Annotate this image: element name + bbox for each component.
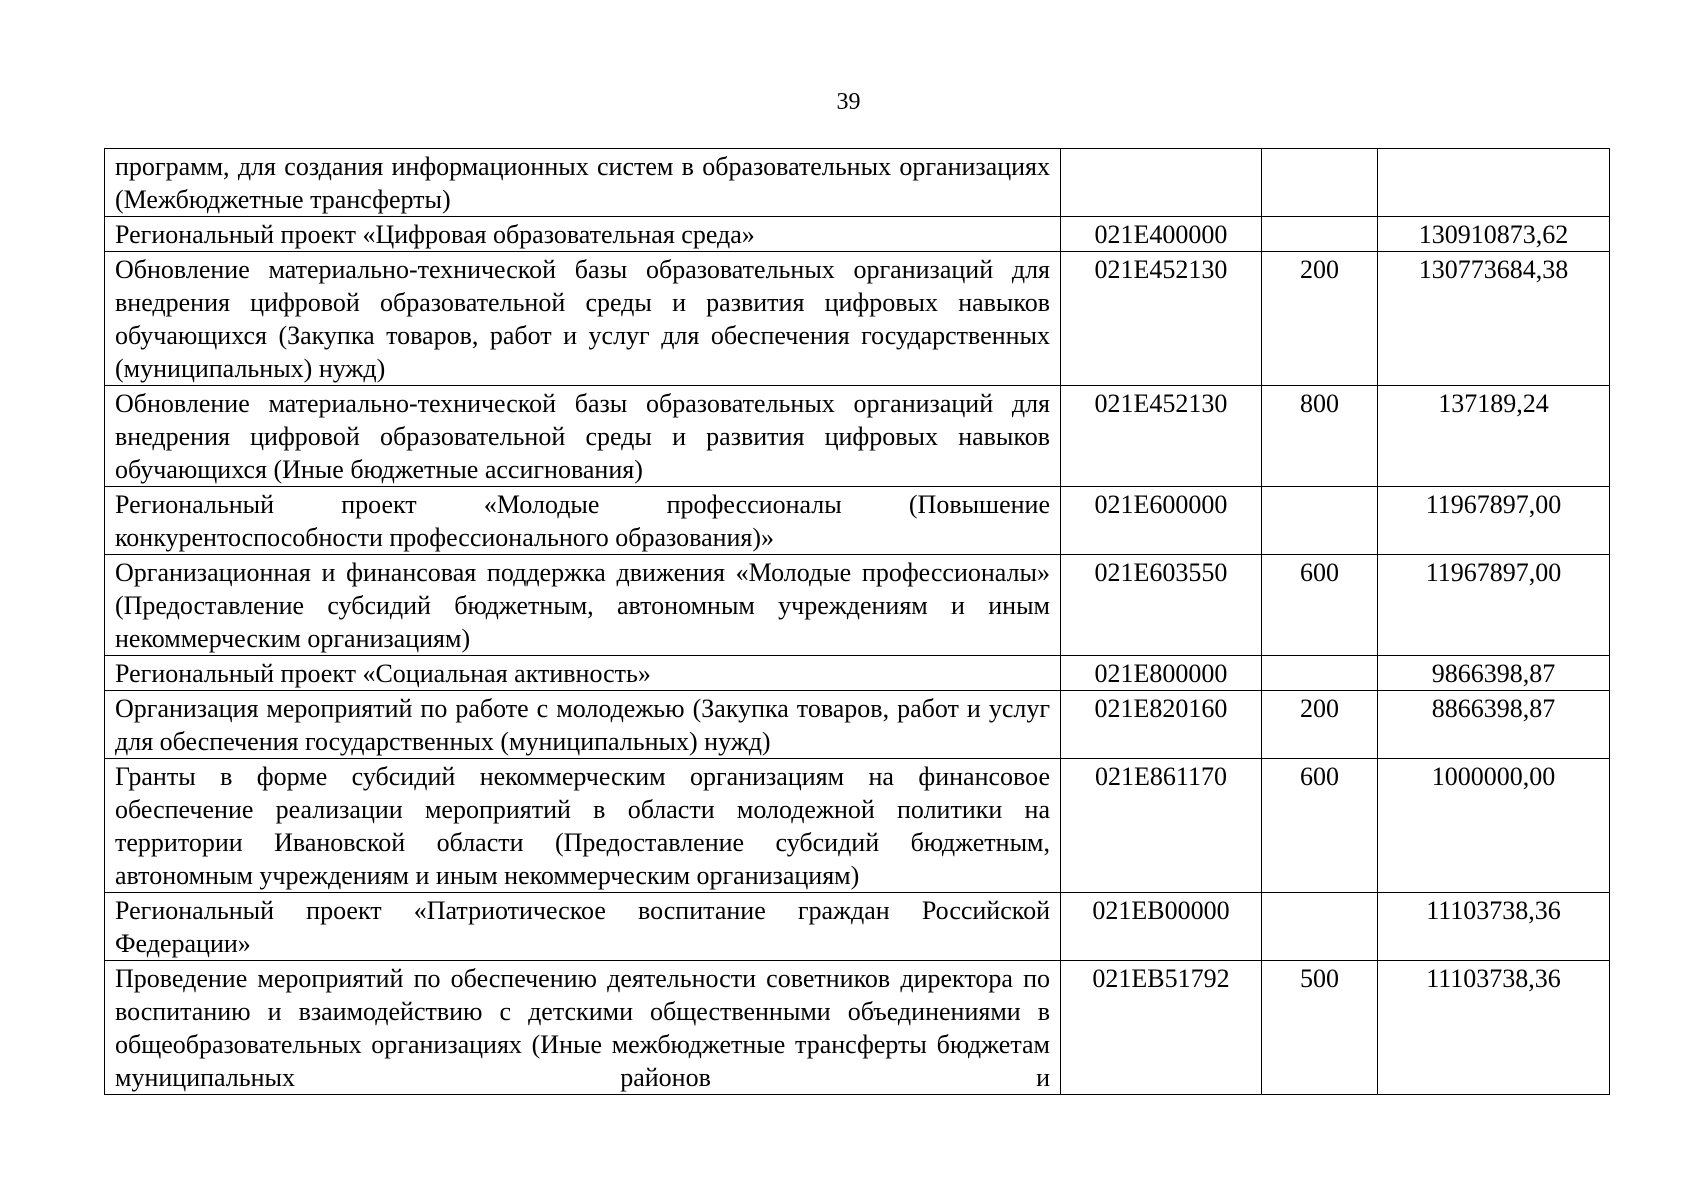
row-expense-type-cell: 800	[1262, 386, 1378, 487]
page-number: 39	[836, 89, 861, 115]
row-amount-cell: 11967897,00	[1378, 487, 1610, 555]
row-expense-type-cell	[1262, 149, 1378, 217]
table-row	[105, 386, 1610, 487]
row-amount-cell: 9866398,87	[1378, 656, 1610, 691]
row-expense-type-cell	[1262, 217, 1378, 252]
row-name-cell: Гранты в форме субсидий некоммерческим организациям на финансовое обеспечение реализации мероприятий в области молодежной политики на территории Ивановской области (Предоставление субсидий бюджетным, автономным учреждениям и иным некоммерческим организациям)	[105, 759, 1061, 893]
table-row	[105, 149, 1610, 217]
row-name-cell: Обновление материально-технической базы образовательных организаций для внедрения цифровой образовательной среды и развития цифровых навыков обучающихся (Иные бюджетные ассигнования)	[105, 386, 1061, 487]
table-row	[105, 759, 1610, 893]
row-amount-cell: 130910873,62	[1378, 217, 1610, 252]
row-name-cell: Региональный проект «Социальная активность»	[105, 656, 1061, 691]
table-row	[105, 893, 1610, 961]
row-expense-type-cell	[1262, 487, 1378, 555]
row-expense-type-cell: 600	[1262, 555, 1378, 656]
row-amount-cell: 11103738,36	[1378, 893, 1610, 961]
row-code-cell: 021EB00000	[1061, 893, 1262, 961]
row-name-cell: Обновление материально-технической базы образовательных организаций для внедрения цифровой образовательной среды и развития цифровых навыков обучающихся (Закупка товаров, работ и услуг для обеспечения государственных (муниципальных) нужд)	[105, 252, 1061, 386]
table-row	[105, 252, 1610, 386]
budget-table	[104, 148, 1610, 1095]
row-expense-type-cell: 500	[1262, 961, 1378, 1095]
table-row	[105, 691, 1610, 759]
row-name-cell: Региональный проект «Цифровая образовательная среда»	[105, 217, 1061, 252]
row-code-cell: 021E400000	[1061, 217, 1262, 252]
table-row	[105, 656, 1610, 691]
row-amount-cell	[1378, 149, 1610, 217]
row-amount-cell: 11103738,36	[1378, 961, 1610, 1095]
table-row	[105, 487, 1610, 555]
row-amount-cell: 11967897,00	[1378, 555, 1610, 656]
row-amount-cell: 8866398,87	[1378, 691, 1610, 759]
row-expense-type-cell: 200	[1262, 252, 1378, 386]
row-code-cell: 021E603550	[1061, 555, 1262, 656]
row-name-cell: Региональный проект «Молодые профессионалы (Повышение конкурентоспособности профессионального образования)»	[105, 487, 1061, 555]
row-expense-type-cell: 600	[1262, 759, 1378, 893]
table-row	[105, 555, 1610, 656]
row-amount-cell: 1000000,00	[1378, 759, 1610, 893]
table-row	[105, 217, 1610, 252]
row-expense-type-cell	[1262, 656, 1378, 691]
row-code-cell: 021E600000	[1061, 487, 1262, 555]
table-row	[105, 961, 1610, 1095]
row-code-cell: 021E800000	[1061, 656, 1262, 691]
row-amount-cell: 130773684,38	[1378, 252, 1610, 386]
row-code-cell: 021EB51792	[1061, 961, 1262, 1095]
row-name-cell: программ, для создания информационных систем в образовательных организациях (Межбюджетные трансферты)	[105, 149, 1061, 217]
row-amount-cell: 137189,24	[1378, 386, 1610, 487]
row-expense-type-cell	[1262, 893, 1378, 961]
row-code-cell: 021E452130	[1061, 386, 1262, 487]
row-code-cell	[1061, 149, 1262, 217]
row-name-cell: Организационная и финансовая поддержка движения «Молодые профессионалы» (Предоставление субсидий бюджетным, автономным учреждениям и иным некоммерческим организациям)	[105, 555, 1061, 656]
row-code-cell: 021E820160	[1061, 691, 1262, 759]
row-name-cell: Региональный проект «Патриотическое воспитание граждан Российской Федерации»	[105, 893, 1061, 961]
row-code-cell: 021E861170	[1061, 759, 1262, 893]
row-name-cell: Проведение мероприятий по обеспечению деятельности советников директора по воспитанию и взаимодействию с детскими общественными объединениями в общеобразовательных организациях (Иные межбюджетные трансферты бюджетам муниципальных районов и	[105, 961, 1061, 1095]
row-name-cell: Организация мероприятий по работе с молодежью (Закупка товаров, работ и услуг для обеспечения государственных (муниципальных) нужд)	[105, 691, 1061, 759]
row-code-cell: 021E452130	[1061, 252, 1262, 386]
row-expense-type-cell: 200	[1262, 691, 1378, 759]
